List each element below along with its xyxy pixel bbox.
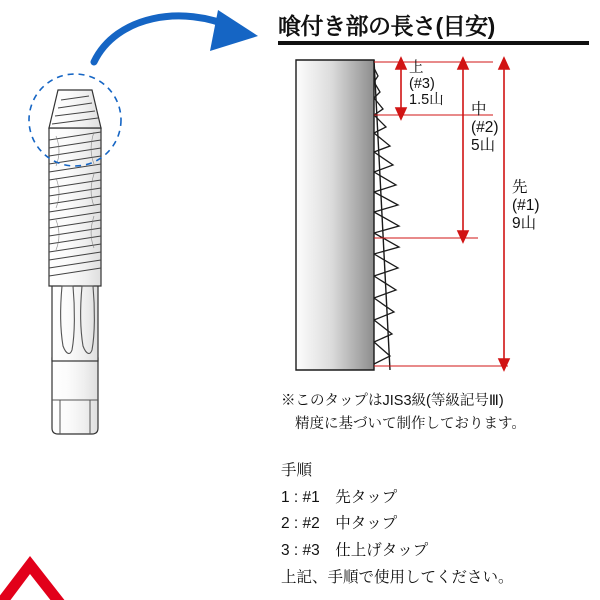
thread-profile-diagram [278,52,568,382]
steps-block [281,458,593,591]
svg-text:5山: 5山 [471,137,496,154]
jis-note-line1: ※このタップはJIS3級(等級記号Ⅲ) [281,393,504,409]
blue-curved-arrow [86,6,276,86]
svg-text:先: 先 [512,179,528,196]
svg-text:(#1): (#1) [512,197,540,214]
svg-text:9山: 9山 [512,215,537,232]
svg-text:上: 上 [409,60,424,76]
svg-text:(#2): (#2) [471,119,499,136]
dimension-middle [458,58,468,242]
steps-heading: 手順 [281,462,313,479]
svg-text:中: 中 [471,101,487,118]
svg-text:1.5山: 1.5山 [409,92,444,108]
svg-text:(#3): (#3) [409,76,435,92]
tap-body-block [296,60,374,370]
dimension-taper [499,58,509,370]
steps-footer: 上記、手順で使用してください。 [281,568,514,586]
label-taper [512,178,540,232]
chamfer-taper-line [374,60,390,370]
thread-teeth [374,68,399,364]
step-item-2: 2 : #2 中タップ [281,515,398,533]
jis-note [281,390,593,436]
red-corner-mark [0,540,70,600]
label-middle [471,100,499,154]
step-item-1: 1 : #1 先タップ [281,488,398,506]
label-upper [409,59,444,108]
tap-tool-illustration [0,28,270,448]
title-underline [278,41,589,45]
dimension-upper [396,58,406,119]
step-item-3: 3 : #3 仕上げタップ [281,541,429,559]
page-title: 喰付き部の長さ(目安) [278,13,495,39]
jis-note-line2: 精度に基づいて制作しております。 [295,416,526,433]
